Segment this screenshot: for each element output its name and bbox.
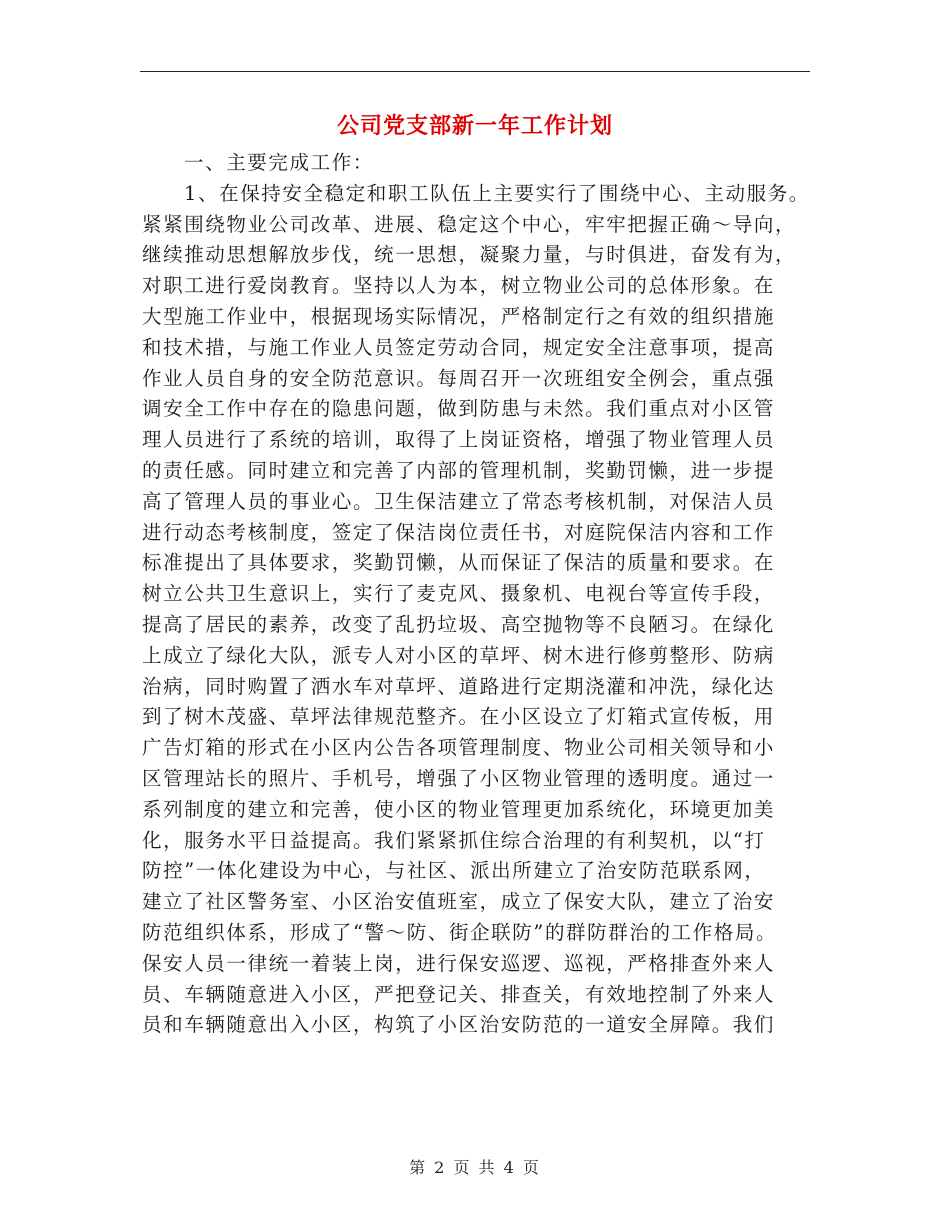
paragraph-line: 治病，同时购置了洒水车对草坪、道路进行定期浇灌和冲洗，绿化达 — [142, 674, 776, 698]
paragraph-line: 员和车辆随意出入小区，构筑了小区治安防范的一道安全屏障。我们 — [142, 1013, 776, 1037]
paragraph-line: 防范组织体系，形成了“警～防、街企联防”的群防群治的工作格局。 — [142, 920, 778, 944]
paragraph-line: 防控”一体化建设为中心，与社区、派出所建立了治安防范联系网， — [142, 859, 766, 883]
paragraph-line: 员、车辆随意进入小区，严把登记关、排查关，有效地控制了外来人 — [142, 982, 776, 1006]
paragraph-line: 树立公共卫生意识上，实行了麦克风、摄象机、电视台等宣传手段， — [142, 582, 776, 606]
paragraph-line: 1、在保持安全稳定和职工队伍上主要实行了围绕中心、主动服务。 — [184, 181, 810, 205]
paragraph-line: 和技术措，与施工作业人员签定劳动合同，规定安全注意事项，提高 — [142, 335, 776, 359]
paragraph-line: 到了树木茂盛、草坪法律规范整齐。在小区设立了灯箱式宣传板，用 — [142, 705, 776, 729]
paragraph-line: 广告灯箱的形式在小区内公告各项管理制度、物业公司相关领导和小 — [142, 736, 776, 760]
paragraph-line: 系列制度的建立和完善，使小区的物业管理更加系统化，环境更加美 — [142, 797, 776, 821]
paragraph-line: 提高了居民的素养，改变了乱扔垃圾、高空抛物等不良陋习。在绿化 — [142, 612, 776, 636]
paragraph-line: 进行动态考核制度，签定了保洁岗位责任书，对庭院保洁内容和工作 — [142, 520, 776, 544]
paragraph-line: 上成立了绿化大队，派专人对小区的草坪、树木进行修剪整形、防病 — [142, 643, 776, 667]
paragraph-line: 继续推动思想解放步伐，统一思想，凝聚力量，与时俱进，奋发有为， — [142, 243, 797, 267]
paragraph-line: 高了管理人员的事业心。卫生保洁建立了常态考核机制，对保洁人员 — [142, 489, 776, 513]
paragraph-line: 紧紧围绕物业公司改革、进展、稳定这个中心，牢牢把握正确～导向， — [142, 212, 797, 236]
paragraph-line: 理人员进行了系统的培训，取得了上岗证资格，增强了物业管理人员 — [142, 428, 776, 452]
paragraph-line: 区管理站长的照片、手机号，增强了小区物业管理的透明度。通过一 — [142, 766, 776, 790]
paragraph-line: 调安全工作中存在的隐患问题，做到防患与未然。我们重点对小区管 — [142, 397, 776, 421]
document-title: 公司党支部新一年工作计划 — [336, 113, 613, 139]
paragraph-line: 作业人员自身的安全防范意识。每周召开一次班组安全例会，重点强 — [142, 366, 776, 390]
paragraph-line: 对职工进行爱岗教育。坚持以人为本，树立物业公司的总体形象。在 — [142, 274, 776, 298]
paragraph-line: 的责任感。同时建立和完善了内部的管理机制，奖勤罚懒，进一步提 — [142, 458, 776, 482]
page-footer: 第 2 页 共 4 页 — [409, 1158, 541, 1177]
section-heading: 一、主要完成工作： — [184, 151, 374, 174]
paragraph-line: 大型施工作业中，根据现场实际情况，严格制定行之有效的组织措施 — [142, 304, 776, 328]
header-rule — [140, 71, 810, 72]
paragraph-line: 保安人员一律统一着装上岗，进行保安巡逻、巡视，严格排查外来人 — [142, 951, 776, 975]
paragraph-line: 建立了社区警务室、小区治安值班室，成立了保安大队，建立了治安 — [142, 890, 776, 914]
document-body — [142, 148, 814, 1041]
paragraph-line: 标准提出了具体要求，奖勤罚懒，从而保证了保洁的质量和要求。在 — [142, 551, 776, 575]
paragraph-line: 化，服务水平日益提高。我们紧紧抓住综合治理的有利契机，以“打 — [142, 828, 766, 852]
